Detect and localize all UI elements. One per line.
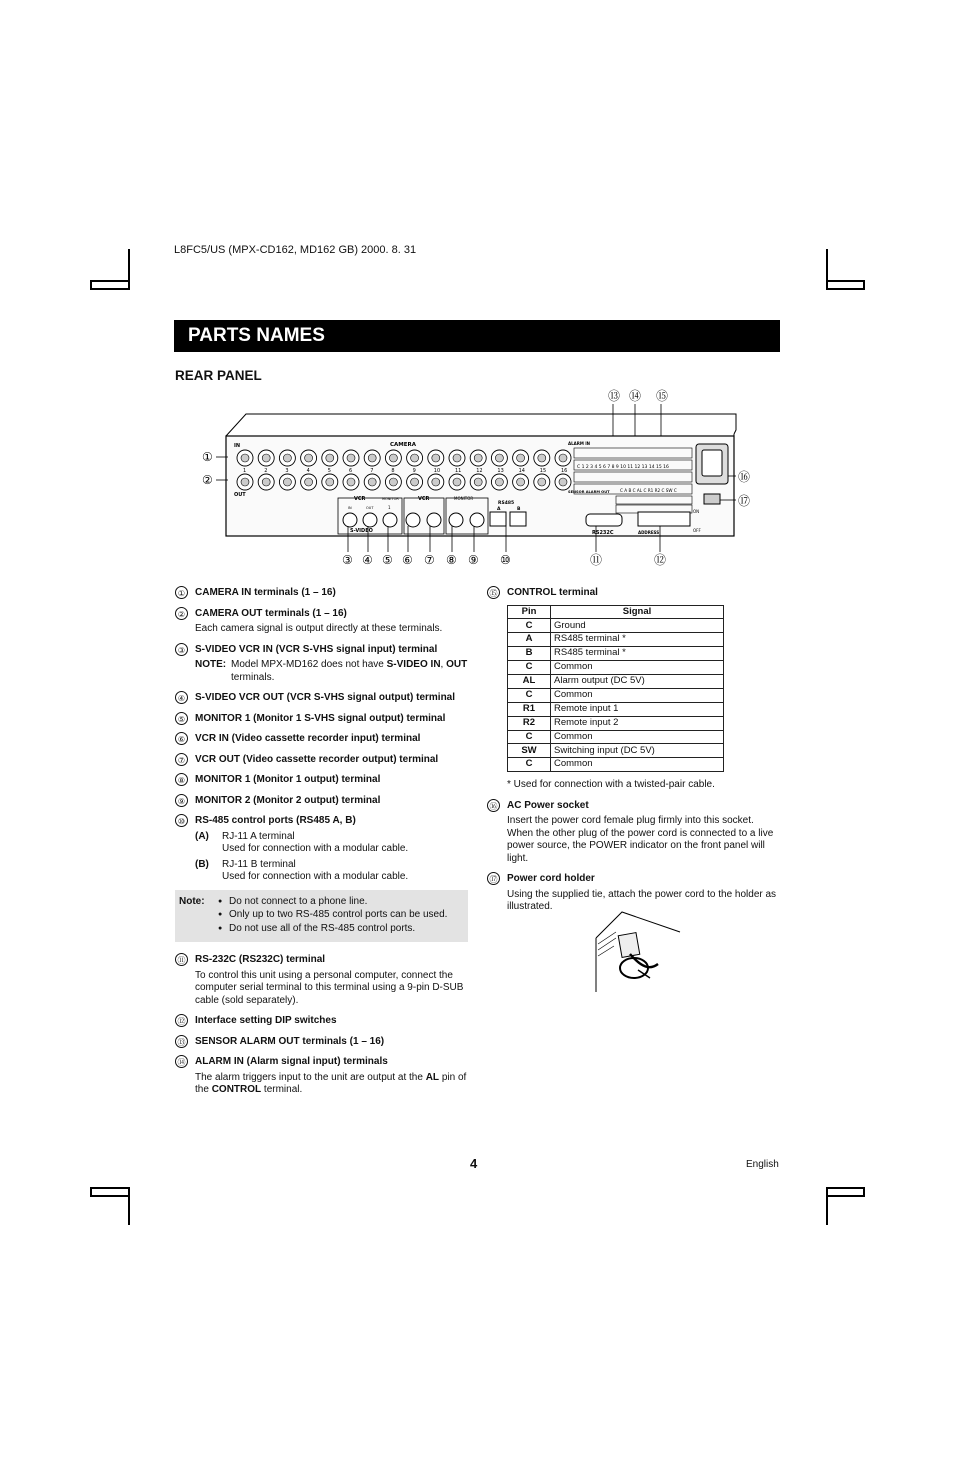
item-6 (175, 733, 468, 746)
bnc-connector-core (538, 454, 546, 462)
item-title: MONITOR 1 (Monitor 1 S-VHS signal output) terminal (195, 712, 446, 724)
callout-bottom: ⑨ (468, 553, 479, 567)
svg-text:MONITOR: MONITOR (454, 496, 474, 501)
bnc-connector-core (389, 454, 397, 462)
pin-cell: A (508, 633, 551, 647)
table-row (508, 716, 724, 730)
pin-cell: C (508, 758, 551, 772)
item-15 (487, 587, 779, 792)
item-16 (487, 800, 779, 866)
item-number: ③ (175, 643, 188, 656)
svg-text:C A B C AL C R1 R2 C SW C: C A B C AL C R1 R2 C SW C (620, 488, 677, 493)
table-row (508, 647, 724, 661)
item-number: ⑬ (175, 1035, 188, 1048)
left-column (175, 587, 468, 1105)
item-title: S-VIDEO VCR OUT (VCR S-VHS signal output) terminal (195, 692, 456, 703)
callout-bottom: ⑪ (590, 553, 603, 567)
item-title: CAMERA IN terminals (1 – 16) (195, 587, 336, 598)
svg-text:RS485: RS485 (498, 501, 515, 506)
item-title: VCR OUT (Video cassette recorder output) terminal (195, 753, 439, 765)
subsection-title: REAR PANEL (175, 368, 262, 383)
bnc-connector-core (474, 478, 482, 486)
crop-mark-tr (826, 249, 828, 289)
item-title: ALARM IN (Alarm signal input) terminals (195, 1056, 388, 1067)
language-label: English (746, 1159, 779, 1170)
pin-cell: B (508, 647, 551, 661)
svg-text:CAMERA: CAMERA (390, 442, 417, 448)
signal-cell: RS485 terminal * (551, 633, 724, 647)
table-row (508, 702, 724, 716)
note-box (175, 890, 468, 943)
power-cord-illustration (592, 908, 684, 994)
bnc-connector-core (305, 478, 313, 486)
callout-17: ⑰ (738, 494, 751, 508)
table-row (508, 688, 724, 702)
callout-bottom: ⑫ (654, 553, 667, 567)
camera-number: 6 (349, 468, 353, 474)
svg-text:SENSOR ALARM OUT: SENSOR ALARM OUT (568, 490, 610, 494)
camera-number: 16 (561, 468, 568, 474)
item-title: RS-485 control ports (RS485 A, B) (195, 815, 356, 826)
item-title: MONITOR 1 (Monitor 1 output) terminal (195, 774, 381, 785)
bnc-connector-core (453, 478, 461, 486)
item-title: MONITOR 2 (Monitor 2 output) terminal (195, 794, 381, 806)
item-1 (175, 587, 468, 600)
callout-bottom: ⑦ (424, 553, 435, 567)
item-number: ⑪ (175, 953, 188, 966)
item-12 (175, 1015, 468, 1028)
bnc-connector-core (517, 478, 525, 486)
table-row (508, 744, 724, 758)
svg-text:B: B (517, 507, 521, 512)
pin-cell: C (508, 688, 551, 702)
signal-cell: Ground (551, 619, 724, 633)
item-5 (175, 713, 468, 726)
camera-number: 9 (412, 468, 416, 474)
bnc-connector-core (347, 454, 355, 462)
svg-text:S-VIDEO: S-VIDEO (350, 528, 373, 534)
table-row (508, 758, 724, 772)
bnc-connector-core (241, 454, 249, 462)
signal-cell: Remote input 1 (551, 702, 724, 716)
crop-mark-tl-h2 (90, 288, 130, 290)
signal-cell: Common (551, 758, 724, 772)
callout-bottom: ⑤ (382, 553, 393, 567)
document-header: L8FC5/US (MPX-CD162, MD162 GB) 2000. 8. 31 (174, 244, 417, 256)
callout-16: ⑯ (738, 470, 751, 484)
item-number: ⑨ (175, 794, 188, 807)
camera-number: 2 (264, 468, 268, 474)
item-note (195, 659, 468, 684)
camera-number: 14 (518, 468, 525, 474)
table-row (508, 730, 724, 744)
bnc-connector-core (517, 454, 525, 462)
bnc-connector-core (495, 454, 503, 462)
bnc-connector-core (538, 478, 546, 486)
item-number: ⑭ (175, 1055, 188, 1068)
callout-bottom: ④ (362, 553, 373, 567)
rear-panel-diagram (190, 386, 770, 572)
callout-bottom: ⑧ (446, 553, 457, 567)
callout-bottom: ⑥ (402, 553, 413, 567)
table-row (508, 674, 724, 688)
crop-mark-br-v2 (863, 1187, 865, 1197)
note-bullet: ● Do not connect to a phone line. (229, 896, 447, 909)
item-number: ④ (175, 691, 188, 704)
camera-number: 5 (327, 468, 331, 474)
callout-2: ② (202, 473, 213, 487)
table-header-pin: Pin (508, 605, 551, 619)
right-column (487, 587, 779, 922)
table-row (508, 661, 724, 675)
note-label: NOTE: (195, 659, 227, 670)
camera-number: 8 (391, 468, 395, 474)
svg-text:RS232C: RS232C (592, 530, 614, 536)
bnc-connector-core (241, 478, 249, 486)
svg-text:IN: IN (348, 506, 352, 510)
item-description: Insert the power cord female plug firmly into this socket. When the other plug of the power cord is connected to a live power source, the POWER indicator on the front panel will light. (507, 815, 774, 864)
sub-item-a: (A) RJ-11 A terminal Used for connection with a modular cable. (195, 830, 409, 854)
camera-number: 12 (476, 468, 483, 474)
table-header-signal: Signal (551, 605, 724, 619)
camera-number: 13 (497, 468, 504, 474)
item-3 (175, 644, 468, 685)
item-title: Interface setting DIP switches (195, 1015, 337, 1026)
callout-14: ⑭ (629, 389, 642, 403)
item-title: CAMERA OUT terminals (1 – 16) (195, 607, 347, 619)
callout-15: ⑮ (656, 389, 669, 403)
bnc-connector-core (347, 478, 355, 486)
crop-mark-tr-h2 (826, 288, 865, 290)
section-title: PARTS NAMES (174, 320, 780, 352)
pin-cell: R2 (508, 716, 551, 730)
item-7 (175, 754, 468, 767)
item-8 (175, 774, 468, 787)
bnc-connector-core (262, 478, 270, 486)
svg-text:OUT: OUT (234, 492, 246, 498)
bnc-connector-core (262, 454, 270, 462)
crop-mark-br (826, 1187, 865, 1189)
note-text: Model MPX-MD162 does not have S-VIDEO IN, OUT terminals. (231, 659, 468, 683)
crop-mark-br-h2 (826, 1195, 865, 1197)
signal-cell: Common (551, 661, 724, 675)
bnc-connector-core (411, 478, 419, 486)
item-number: ⑤ (175, 712, 188, 725)
svg-text:IN: IN (234, 443, 241, 449)
item-title: Power cord holder (507, 873, 595, 885)
callout-13: ⑬ (608, 389, 621, 403)
pin-cell: R1 (508, 702, 551, 716)
item-number: ⑯ (487, 799, 500, 812)
bnc-connector-core (389, 478, 397, 486)
bnc-connector-core (326, 478, 334, 486)
item-13 (175, 1036, 468, 1049)
camera-number: 10 (433, 468, 441, 474)
pin-cell: C (508, 661, 551, 675)
note-bullet: ● Do not use all of the RS-485 control ports. (229, 923, 447, 936)
svg-text:ALARM IN: ALARM IN (568, 441, 591, 446)
item-number: ⑧ (175, 773, 188, 786)
signal-cell: Switching input (DC 5V) (551, 744, 724, 758)
pin-cell: C (508, 619, 551, 633)
item-number: ⑰ (487, 872, 500, 885)
svg-text:ADDRESS: ADDRESS (638, 530, 660, 535)
item-10 (175, 815, 468, 942)
crop-mark-bl-h2 (90, 1195, 130, 1197)
note-label: Note: (179, 895, 205, 907)
svg-text:OUT: OUT (366, 506, 374, 510)
item-2 (175, 608, 468, 636)
item-title: CONTROL terminal (507, 587, 598, 598)
svg-text:VCR: VCR (418, 496, 430, 502)
signal-cell: Common (551, 688, 724, 702)
item-9 (175, 795, 468, 808)
bnc-connector-core (368, 478, 376, 486)
item-description: To control this unit using a personal computer, connect the computer serial terminal to this terminal using a 9-pin D-SUB cable (sold separately). (195, 969, 464, 1006)
item-description: Each camera signal is output directly at these terminals. (195, 623, 443, 634)
crop-mark-bl-v (128, 1187, 130, 1225)
svg-text:C 1 2 3 4 5 6 7 8 9 10 11 12 1: C 1 2 3 4 5 6 7 8 9 10 11 12 13 14 15 16 (577, 465, 669, 470)
crop-mark-bl (90, 1187, 130, 1189)
svg-text:1: 1 (388, 505, 391, 510)
camera-number: 3 (285, 468, 289, 474)
svg-text:ON: ON (693, 509, 700, 514)
bnc-connector-core (559, 454, 567, 462)
bnc-connector-core (432, 454, 440, 462)
pin-cell: SW (508, 744, 551, 758)
bnc-connector-core (495, 478, 503, 486)
table-row (508, 619, 724, 633)
pin-cell: C (508, 730, 551, 744)
bnc-connector-core (411, 454, 419, 462)
item-description: The alarm triggers input to the unit are output at the AL pin of the CONTROL terminal. (195, 1071, 467, 1095)
crop-mark-tr-h (826, 280, 865, 282)
callout-bottom: ③ (342, 553, 353, 567)
svg-text:A: A (497, 507, 501, 512)
note-list (217, 896, 447, 937)
camera-number: 1 (243, 468, 247, 474)
item-description: Using the supplied tie, attach the power cord to the holder as illustrated. (507, 888, 777, 913)
item-number: ⑥ (175, 732, 188, 745)
item-title: AC Power socket (507, 799, 589, 811)
item-number: ⑫ (175, 1014, 188, 1027)
note-bullet: ● Only up to two RS-485 control ports can be used. (229, 909, 447, 922)
bnc-connector-core (305, 454, 313, 462)
item-14 (175, 1056, 468, 1097)
item-number: ① (175, 586, 188, 599)
table-footnote: * Used for connection with a twisted-pair cable. (507, 779, 715, 791)
camera-number: 7 (370, 468, 374, 474)
crop-mark-tl (90, 280, 130, 282)
item-number: ⑦ (175, 753, 188, 766)
item-number: ② (175, 607, 188, 620)
item-4 (175, 692, 468, 705)
item-title: RS-232C (RS232C) terminal (195, 954, 326, 965)
bnc-connector-core (283, 454, 291, 462)
camera-number: 11 (455, 468, 462, 474)
bnc-connector-core (432, 478, 440, 486)
bnc-connector-core (559, 478, 567, 486)
callout-1: ① (202, 450, 213, 464)
bnc-connector-core (326, 454, 334, 462)
crop-mark-tl-v (128, 249, 130, 289)
item-title: SENSOR ALARM OUT terminals (1 – 16) (195, 1035, 385, 1047)
svg-text:OFF: OFF (693, 528, 701, 533)
crop-mark-br-v (826, 1187, 828, 1225)
callout-bottom: ⑩ (500, 553, 511, 567)
camera-number: 15 (539, 468, 547, 474)
signal-cell: Remote input 2 (551, 716, 724, 730)
crop-mark-bl-v2 (90, 1187, 92, 1197)
page-number: 4 (470, 1156, 478, 1171)
bnc-connector-core (474, 454, 482, 462)
control-pin-table (507, 605, 724, 773)
item-title: VCR IN (Video cassette recorder input) terminal (195, 733, 421, 744)
item-number: ⑩ (175, 814, 188, 827)
item-11 (175, 954, 468, 1007)
item-number: ⑮ (487, 586, 500, 599)
pin-cell: AL (508, 674, 551, 688)
sub-item-b: (B) RJ-11 B terminal Used for connection with a modular cable. (195, 858, 409, 882)
signal-cell: Common (551, 730, 724, 744)
bnc-connector-core (368, 454, 376, 462)
item-title: S-VIDEO VCR IN (VCR S-VHS signal input) terminal (195, 643, 438, 655)
bnc-connector-core (283, 478, 291, 486)
crop-mark-tr-v2 (863, 280, 865, 290)
camera-number: 4 (306, 468, 310, 474)
svg-text:VCR: VCR (354, 496, 366, 502)
bnc-connector-core (453, 454, 461, 462)
signal-cell: Alarm output (DC 5V) (551, 674, 724, 688)
table-row (508, 633, 724, 647)
svg-text:MONITOR: MONITOR (382, 497, 399, 501)
signal-cell: RS485 terminal * (551, 647, 724, 661)
